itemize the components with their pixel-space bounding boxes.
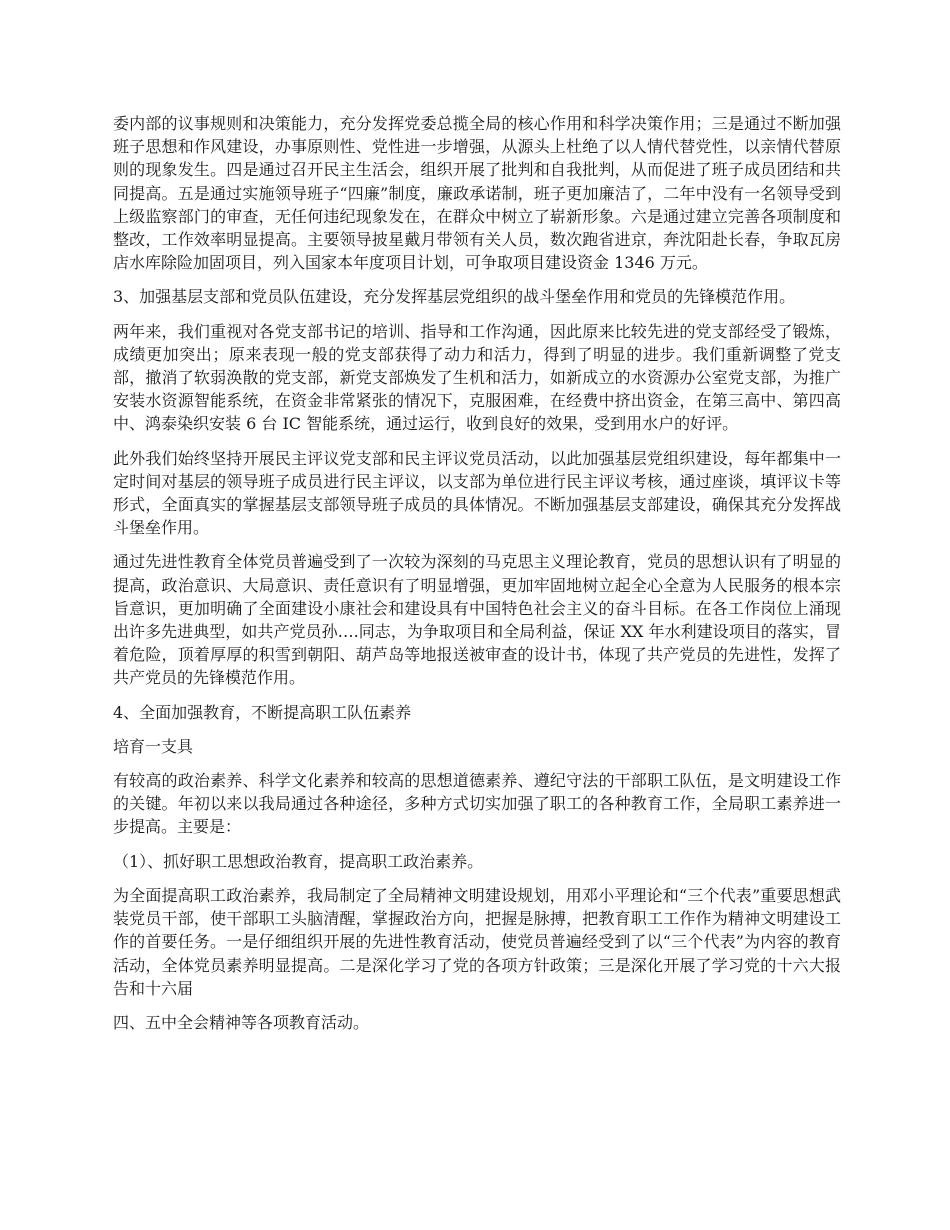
- paragraph-branch-training: 两年来，我们重视对各党支部书记的培训、指导和工作沟通，因此原来比较先进的党支部经受了锻炼，成绩更加突出；原来表现一般的党支部获得了动力和活力，得到了明显的进步。我们重新调整了党支部，撤消了软弱涣散的党支部，新党支部焕发了生机和活力，如新成立的水资源办公室党支部，为推广安装水资源智能系统，在资金非常紧张的情况下，克服困难，在经费中挤出资金，在第三高中、第四高中、鸿泰染织安装 6 台 IC 智能系统，通过运行，收到良好的效果，受到用水户的好评。: [113, 321, 841, 434]
- subheading-political-education: （1）、抓好职工思想政治教育，提高职工政治素养。: [113, 851, 484, 871]
- paragraph-political-literacy: 为全面提高职工政治素养，我局制定了全局精神文明建设规划，用邓小平理论和“三个代表”重要思想武装党员干部，使干部职工头脑清醒，掌握政治方向，把握是脉搏，把教育职工工作作为精神文明建设工作的首要任务。一是仔细组织开展的先进性教育活动，使党员普遍经受到了以“三个代表”为内容的教育活动，全体党员素养明显提高。二是深化学习了党的各项方针政策；三是深化开展了学习党的十六大报告和十六届: [113, 885, 841, 998]
- section-heading-3: 3、加强基层支部和党员队伍建设，充分发挥基层党组织的战斗堡垒作用和党员的先锋模范作用。: [113, 287, 796, 307]
- paragraph-closing: 四、五中全会精神等各项教育活动。: [113, 1012, 370, 1032]
- paragraph-advanced-education: 通过先进性教育全体党员普遍受到了一次较为深刻的马克思主义理论教育，党员的思想认识有了明显的提高，政治意识、大局意识、责任意识有了明显增强，更加牢固地树立起全心全意为人民服务的根本宗旨意识，更加明确了全面建设小康社会和建设具有中国特色社会主义的奋斗目标。在各工作岗位上涌现出许多先进典型，如共产党员孙….同志，为争取项目和全局利益，保证 XX 年水利建设项目的落实，冒着危险，顶着厚厚的积雪到朝阳、葫芦岛等地报送被审查的设计书，体现了共产党员的先进性，发挥了共产党员的先锋模范作用。: [113, 552, 841, 688]
- paragraph-fragment: 培育一支具: [113, 736, 194, 756]
- paragraph-staff-team: 有较高的政治素养、科学文化素养和较高的思想道德素养、遵纪守法的干部职工队伍，是文明建设工作的关键。年初以来以我局通过各种途径，多种方式切实加强了职工的各种教育工作，全局职工素养进一步提高。主要是：: [113, 771, 841, 837]
- section-heading-4: 4、全面加强教育，不断提高职工队伍素养: [113, 702, 412, 722]
- paragraph-democratic-evaluation: 此外我们始终坚持开展民主评议党支部和民主评议党员活动，以此加强基层党组织建设，每年都集中一定时间对基层的领导班子成员进行民主评议，以支部为单位进行民主评议考核，通过座谈，填评议卡等形式，全面真实的掌握基层支部领导班子成员的具体情况。不断加强基层支部建设，确保其充分发挥战斗堡垒作用。: [113, 448, 841, 538]
- paragraph-leadership-measures: 委内部的议事规则和决策能力，充分发挥党委总揽全局的核心作用和科学决策作用；三是通过不断加强班子思想和作风建设，办事原则性、党性进一步增强，从源头上杜绝了以人情代替党性，以亲情代替原则的现象发生。四是通过召开民主生活会，组织开展了批判和自我批判，从而促进了班子成员团结和共同提高。五是通过实施领导班子“四廉”制度，廉政承诺制，班子更加廉洁了，二年中没有一名领导受到上级监察部门的审查，无任何违纪现象发在，在群众中树立了崭新形象。六是通过建立完善各项制度和整改，工作效率明显提高。主要领导披星戴月带领有关人员，数次跑省进京，奔沈阳赴长春，争取瓦房店水库除险加固项目，列入国家本年度项目计划，可争取项目建设资金 1346 万元。: [113, 114, 841, 273]
- document-body: [113, 112, 841, 1045]
